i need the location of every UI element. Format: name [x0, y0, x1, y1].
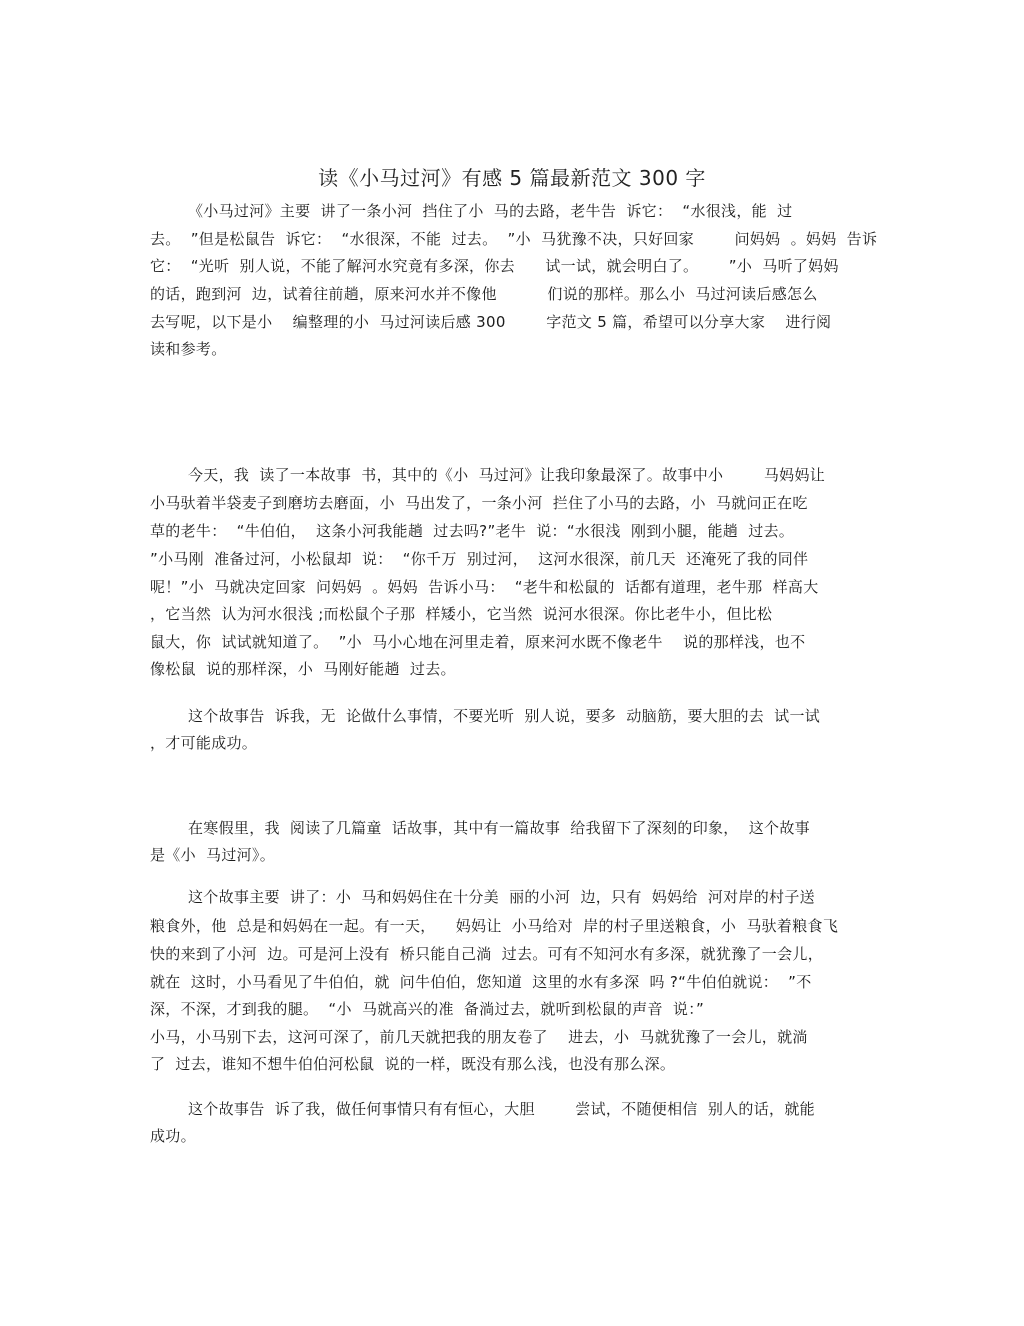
essay-line: 小马，小马别下去，这河可深了，前几天就把我的朋友卷了 进去，小 马就犹豫了一会儿，就淌 — [150, 1028, 808, 1046]
essay-line: 鼠大，你 试试就知道了。 ”小 马小心地在河里走着，原来河水既不像老牛 说的那样浅，也不 — [150, 633, 806, 651]
essay-line: 小马驮着半袋麦子到磨坊去磨面，小 马出发了，一条小河 拦住了小马的去路，小 马就问正在吃 — [150, 494, 808, 512]
essay-line: 了 过去，谁知不想牛伯伯河松鼠 说的一样，既没有那么浅，也没有那么深。 — [150, 1055, 676, 1073]
essay-line: 就在 这时，小马看见了牛伯伯，就 问牛伯伯，您知道 这里的水有多深 吗 ?“牛伯伯就说： ”不 — [150, 973, 812, 991]
essay-line: ”小马刚 准备过河，小松鼠却 说： “你千万 别过河， 这河水很深，前几天 还淹死了我的同伴 — [150, 550, 809, 568]
essay-line: 像松鼠 说的那样深，小 马刚好能趟 过去。 — [150, 660, 456, 678]
essay-line: 在寒假里，我 阅读了几篇童 话故事，其中有一篇故事 给我留下了深刻的印象， 这个故事 — [188, 819, 810, 837]
essay-line: ，才可能成功。 — [150, 734, 258, 752]
intro-line: 《小马过河》主要 讲了一条小河 挡住了小 马的去路，老牛告 诉它： “水很浅，能 过 — [188, 202, 793, 220]
essay-line: 是《小 马过河》。 — [150, 846, 276, 864]
essay-line: 粮食外，他 总是和妈妈在一起。有一天， 妈妈让 小马给对 岸的村子里送粮食，小 马驮着粮食飞 — [150, 917, 839, 935]
intro-line: 去写呢，以下是小 编整理的小 马过河读后感 300 字范文 5 篇，希望可以分享大家 进行阅 — [150, 313, 832, 331]
essay-line: 呢！”小 马就决定回家 问妈妈 。妈妈 告诉小马： “老牛和松鼠的 话都有道理，老牛那 样高大 — [150, 578, 819, 596]
essay-line: 今天，我 读了一本故事 书，其中的《小 马过河》让我印象最深了。故事中小 马妈妈让 — [188, 466, 826, 484]
essay-line: 这个故事告 诉我，无 论做什么事情，不要光听 别人说，要多 动脑筋，要大胆的去 试一试 — [188, 707, 821, 725]
intro-line: 去。 ”但是松鼠告 诉它： “水很深，不能 过去。 ”小 马犹豫不决，只好回家 问妈妈 。妈妈 告诉 — [150, 230, 878, 248]
essay-line: ，它当然 认为河水很浅 ;而松鼠个子那 样矮小，它当然 说河水很深。你比老牛小，但比松 — [150, 605, 773, 623]
essay-line: 快的来到了小河 边。可是河上没有 桥只能自己淌 过去。可有不知河水有多深，就犹豫了一会儿， — [150, 945, 824, 963]
intro-line: 的话，跑到河 边，试着往前趟，原来河水并不像他 们说的那样。那么小 马过河读后感怎么 — [150, 285, 818, 303]
essay-line: 这个故事主要 讲了：小 马和妈妈住在十分美 丽的小河 边，只有 妈妈给 河对岸的村子送 — [188, 888, 815, 906]
essay-line: 深，不深，才到我的腿。 “小 马就高兴的准 备淌过去，就听到松鼠的声音 说：” — [150, 1000, 705, 1018]
essay-line: 这个故事告 诉了我，做任何事情只有有恒心，大胆 尝试，不随便相信 别人的话，就能 — [188, 1100, 815, 1118]
intro-line: 它： “光听 别人说，不能了解河水究竟有多深，你去 试一试，就会明白了。 ”小 马听了妈妈 — [150, 257, 839, 275]
document-title: 读《小马过河》有感 5 篇最新范文 300 字 — [318, 166, 706, 190]
essay-line: 草的老牛： “牛伯伯， 这条小河我能趟 过去吗?”老牛 说：“水很浅 刚到小腿，能趟 过去。 — [150, 522, 795, 540]
essay-line: 成功。 — [150, 1127, 196, 1145]
intro-line: 读和参考。 — [150, 340, 227, 358]
